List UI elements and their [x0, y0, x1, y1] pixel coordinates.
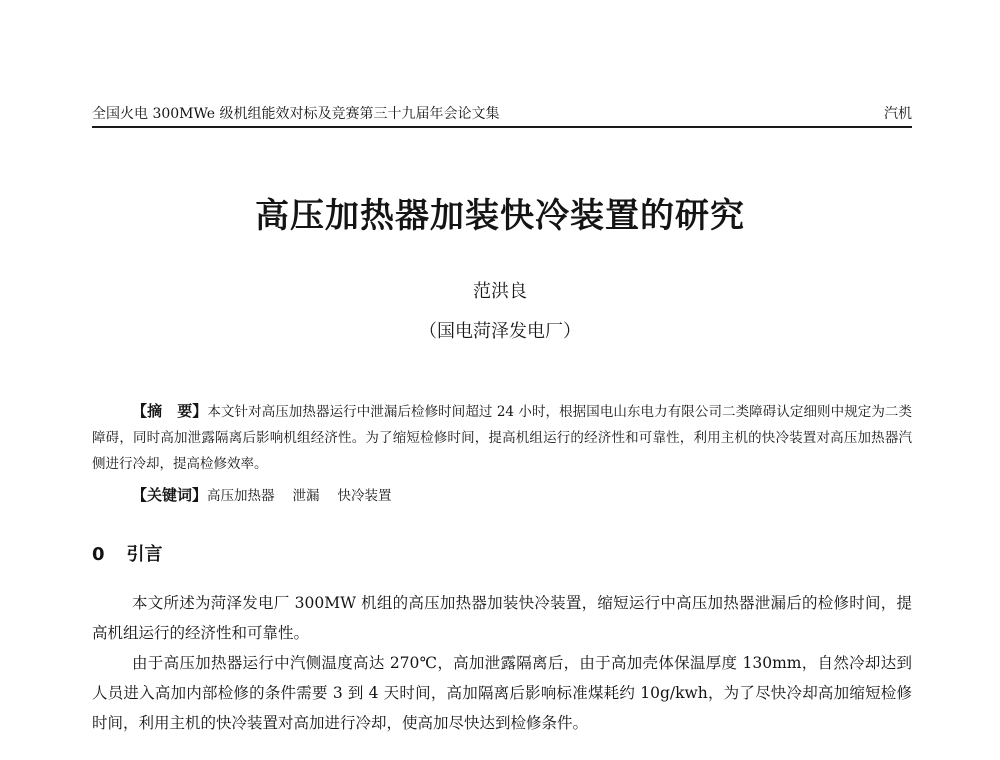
body-text [92, 588, 912, 738]
header-rule [92, 126, 912, 128]
keyword: 高压加热器 [207, 488, 275, 504]
body-paragraph: 由于高压加热器运行中汽侧温度高达 270℃，高加泄露隔离后，由于高加壳体保温厚度 130mm，自然冷却达到人员进入高加内部检修的条件需要 3 到 4 天时间，高加隔离后影响标准煤耗约 10g/kwh，为了尽快冷却高加缩短检修时间，利用主机的快冷装置对高加进行冷却，使高加尽快达到检修条件。 [92, 654, 912, 732]
running-header [92, 103, 912, 125]
body-paragraph: 本文所述为菏泽发电厂 300MW 机组的高压加热器加装快冷装置，缩短运行中高压加热器泄漏后的检修时间，提高机组运行的经济性和可靠性。 [92, 594, 912, 642]
paper-title: 高压加热器加装快冷装置的研究 [255, 196, 745, 236]
abstract-label: 【摘 要】 [132, 402, 208, 420]
section-number: 0 [92, 544, 105, 565]
paper-author: 范洪良 [473, 281, 527, 302]
keyword: 泄漏 [292, 488, 320, 504]
keywords-label: 【关键词】 [132, 486, 208, 504]
section-heading [92, 540, 163, 566]
running-header-proceedings: 全国火电 300MWe 级机组能效对标及竞赛第三十九届年会论文集 [92, 106, 500, 122]
section-title: 引言 [126, 544, 163, 565]
paper-affiliation: （国电菏泽发电厂） [419, 321, 581, 342]
abstract [92, 398, 912, 477]
keywords [132, 482, 912, 509]
abstract-text: 本文针对高压加热器运行中泄漏后检修时间超过 24 小时，根据国电山东电力有限公司二类障碍认定细则中规定为二类障碍，同时高加泄露隔离后影响机组经济性。为了缩短检修时间，提高机组运行的经济性和可靠性，利用主机的快冷装置对高压加热器汽侧进行冷却，提高检修效率。 [92, 404, 912, 472]
keyword: 快冷装置 [337, 488, 392, 504]
running-header-section: 汽机 [884, 106, 912, 122]
